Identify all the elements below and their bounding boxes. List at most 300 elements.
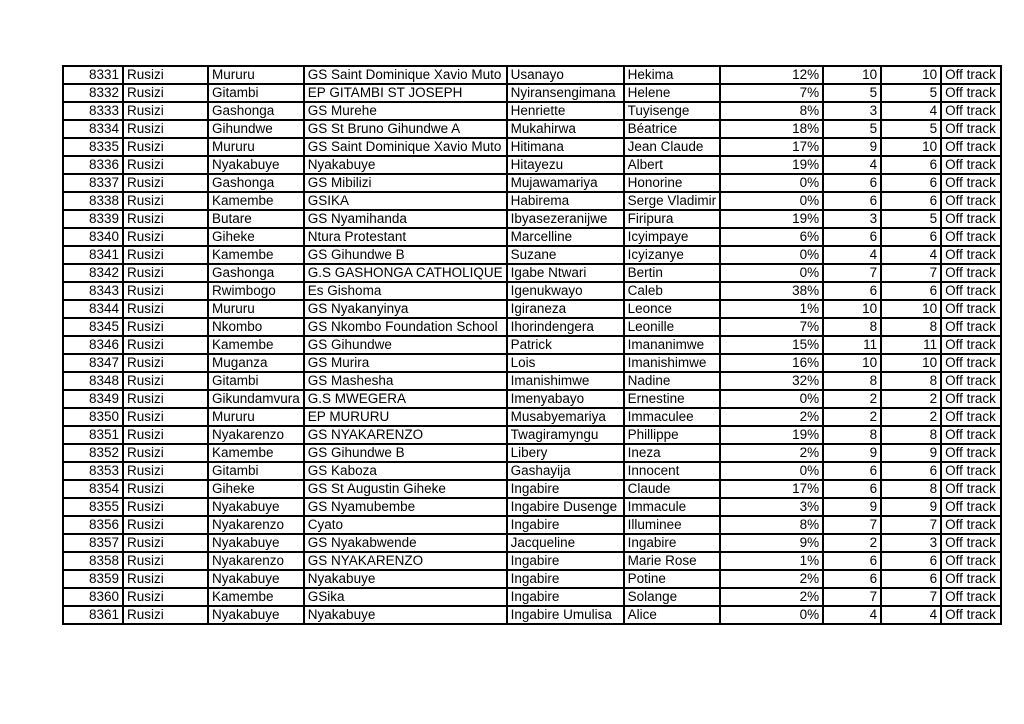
table-row — [63, 534, 1001, 552]
cell-first-name: Icyizanye — [624, 246, 721, 264]
cell-sector: Butare — [208, 210, 304, 228]
table-row — [63, 498, 1001, 516]
cell-score-2: 7 — [881, 516, 941, 534]
cell-id: 8343 — [63, 282, 123, 300]
cell-id: 8336 — [63, 156, 123, 174]
cell-school: GS Nyakanyinya — [304, 300, 507, 318]
cell-status: Off track — [941, 246, 1001, 264]
cell-sector: Nyakarenzo — [208, 552, 304, 570]
cell-sector: Mururu — [208, 300, 304, 318]
cell-first-name: Firipura — [624, 210, 721, 228]
cell-first-name: Marie Rose — [624, 552, 721, 570]
cell-score-1: 5 — [823, 84, 881, 102]
cell-status: Off track — [941, 372, 1001, 390]
cell-percent: 6% — [720, 228, 823, 246]
cell-score-1: 10 — [823, 66, 881, 84]
cell-percent: 0% — [720, 390, 823, 408]
cell-percent: 0% — [720, 246, 823, 264]
cell-score-2: 8 — [881, 480, 941, 498]
cell-status: Off track — [941, 66, 1001, 84]
cell-score-2: 4 — [881, 606, 941, 624]
cell-score-1: 10 — [823, 354, 881, 372]
cell-first-name: Illuminee — [624, 516, 721, 534]
cell-sector: Rwimbogo — [208, 282, 304, 300]
cell-percent: 17% — [720, 138, 823, 156]
cell-last-name: Ingabire — [507, 588, 624, 606]
cell-percent: 0% — [720, 264, 823, 282]
data-table — [62, 65, 1002, 625]
cell-score-1: 2 — [823, 408, 881, 426]
cell-id: 8335 — [63, 138, 123, 156]
cell-school: GS Nyakabwende — [304, 534, 507, 552]
cell-district: Rusizi — [123, 120, 208, 138]
cell-score-1: 8 — [823, 372, 881, 390]
cell-score-1: 6 — [823, 570, 881, 588]
cell-status: Off track — [941, 588, 1001, 606]
cell-sector: Gitambi — [208, 372, 304, 390]
cell-score-1: 7 — [823, 264, 881, 282]
cell-last-name: Musabyemariya — [507, 408, 624, 426]
cell-percent: 32% — [720, 372, 823, 390]
cell-score-2: 2 — [881, 408, 941, 426]
cell-last-name: Imanishimwe — [507, 372, 624, 390]
cell-score-1: 8 — [823, 426, 881, 444]
cell-sector: Gitambi — [208, 84, 304, 102]
cell-first-name: Ernestine — [624, 390, 721, 408]
cell-district: Rusizi — [123, 498, 208, 516]
cell-score-2: 7 — [881, 264, 941, 282]
cell-last-name: Jacqueline — [507, 534, 624, 552]
cell-score-2: 6 — [881, 552, 941, 570]
cell-school: GS St Augustin Giheke — [304, 480, 507, 498]
cell-id: 8334 — [63, 120, 123, 138]
cell-score-2: 8 — [881, 318, 941, 336]
cell-sector: Gitambi — [208, 462, 304, 480]
cell-first-name: Solange — [624, 588, 721, 606]
cell-percent: 0% — [720, 192, 823, 210]
cell-id: 8338 — [63, 192, 123, 210]
cell-last-name: Suzane — [507, 246, 624, 264]
cell-first-name: Leonce — [624, 300, 721, 318]
cell-sector: Nyakabuye — [208, 498, 304, 516]
cell-percent: 0% — [720, 462, 823, 480]
cell-sector: Muganza — [208, 354, 304, 372]
cell-percent: 18% — [720, 120, 823, 138]
cell-id: 8337 — [63, 174, 123, 192]
table-row — [63, 444, 1001, 462]
cell-last-name: Igabe Ntwari — [507, 264, 624, 282]
cell-district: Rusizi — [123, 264, 208, 282]
cell-status: Off track — [941, 228, 1001, 246]
cell-first-name: Honorine — [624, 174, 721, 192]
table-row — [63, 228, 1001, 246]
cell-school: GS Nyamihanda — [304, 210, 507, 228]
table-row — [63, 156, 1001, 174]
cell-score-2: 4 — [881, 102, 941, 120]
cell-school: GS Mashesha — [304, 372, 507, 390]
cell-last-name: Gashayija — [507, 462, 624, 480]
cell-percent: 8% — [720, 516, 823, 534]
cell-score-2: 5 — [881, 84, 941, 102]
cell-status: Off track — [941, 174, 1001, 192]
table-row — [63, 426, 1001, 444]
cell-status: Off track — [941, 462, 1001, 480]
cell-id: 8359 — [63, 570, 123, 588]
cell-id: 8354 — [63, 480, 123, 498]
table-row — [63, 210, 1001, 228]
cell-sector: Giheke — [208, 228, 304, 246]
table-row — [63, 408, 1001, 426]
cell-last-name: Ingabire — [507, 552, 624, 570]
cell-sector: Gikundamvura — [208, 390, 304, 408]
cell-status: Off track — [941, 498, 1001, 516]
cell-school: GS St Bruno Gihundwe A — [304, 120, 507, 138]
cell-id: 8358 — [63, 552, 123, 570]
cell-first-name: Béatrice — [624, 120, 721, 138]
table-row — [63, 318, 1001, 336]
cell-first-name: Albert — [624, 156, 721, 174]
cell-percent: 19% — [720, 426, 823, 444]
cell-percent: 7% — [720, 84, 823, 102]
cell-last-name: Habirema — [507, 192, 624, 210]
table-row — [63, 516, 1001, 534]
cell-first-name: Ineza — [624, 444, 721, 462]
cell-district: Rusizi — [123, 570, 208, 588]
cell-first-name: Tuyisenge — [624, 102, 721, 120]
table-row — [63, 84, 1001, 102]
cell-id: 8355 — [63, 498, 123, 516]
cell-district: Rusizi — [123, 192, 208, 210]
cell-score-1: 9 — [823, 138, 881, 156]
cell-score-1: 2 — [823, 390, 881, 408]
cell-percent: 12% — [720, 66, 823, 84]
cell-first-name: Immaculee — [624, 408, 721, 426]
cell-first-name: Phillippe — [624, 426, 721, 444]
cell-percent: 2% — [720, 570, 823, 588]
cell-score-2: 6 — [881, 174, 941, 192]
cell-last-name: Ingabire — [507, 480, 624, 498]
cell-district: Rusizi — [123, 102, 208, 120]
cell-score-2: 6 — [881, 192, 941, 210]
cell-last-name: Nyiransengimana — [507, 84, 624, 102]
cell-score-2: 6 — [881, 228, 941, 246]
cell-district: Rusizi — [123, 282, 208, 300]
cell-status: Off track — [941, 84, 1001, 102]
cell-school: Cyato — [304, 516, 507, 534]
table-row — [63, 354, 1001, 372]
cell-id: 8339 — [63, 210, 123, 228]
table-row — [63, 300, 1001, 318]
cell-sector: Gashonga — [208, 264, 304, 282]
cell-sector: Gashonga — [208, 174, 304, 192]
cell-score-1: 6 — [823, 174, 881, 192]
cell-score-2: 10 — [881, 354, 941, 372]
cell-school: GS Murira — [304, 354, 507, 372]
cell-id: 8352 — [63, 444, 123, 462]
cell-id: 8347 — [63, 354, 123, 372]
cell-score-2: 9 — [881, 498, 941, 516]
cell-percent: 7% — [720, 318, 823, 336]
cell-id: 8331 — [63, 66, 123, 84]
cell-last-name: Igenukwayo — [507, 282, 624, 300]
cell-sector: Kamembe — [208, 444, 304, 462]
cell-id: 8342 — [63, 264, 123, 282]
table-row — [63, 588, 1001, 606]
cell-district: Rusizi — [123, 318, 208, 336]
cell-status: Off track — [941, 552, 1001, 570]
cell-last-name: Mujawamariya — [507, 174, 624, 192]
cell-score-1: 6 — [823, 192, 881, 210]
cell-school: GS Saint Dominique Xavio Muto — [304, 66, 507, 84]
cell-district: Rusizi — [123, 210, 208, 228]
cell-first-name: Hekima — [624, 66, 721, 84]
cell-score-2: 10 — [881, 300, 941, 318]
cell-score-1: 4 — [823, 156, 881, 174]
cell-id: 8346 — [63, 336, 123, 354]
cell-school: GS Gihundwe B — [304, 444, 507, 462]
cell-status: Off track — [941, 480, 1001, 498]
cell-school: G.S MWEGERA — [304, 390, 507, 408]
cell-score-1: 7 — [823, 588, 881, 606]
cell-district: Rusizi — [123, 606, 208, 624]
cell-score-1: 6 — [823, 462, 881, 480]
cell-status: Off track — [941, 264, 1001, 282]
cell-first-name: Imanishimwe — [624, 354, 721, 372]
cell-last-name: Marcelline — [507, 228, 624, 246]
cell-sector: Nyakabuye — [208, 156, 304, 174]
cell-status: Off track — [941, 282, 1001, 300]
cell-percent: 3% — [720, 498, 823, 516]
table-row — [63, 480, 1001, 498]
cell-score-1: 6 — [823, 282, 881, 300]
cell-score-1: 4 — [823, 606, 881, 624]
cell-first-name: Icyimpaye — [624, 228, 721, 246]
cell-first-name: Nadine — [624, 372, 721, 390]
cell-percent: 38% — [720, 282, 823, 300]
cell-score-1: 6 — [823, 552, 881, 570]
cell-id: 8333 — [63, 102, 123, 120]
cell-status: Off track — [941, 426, 1001, 444]
cell-district: Rusizi — [123, 552, 208, 570]
cell-last-name: Usanayo — [507, 66, 624, 84]
cell-district: Rusizi — [123, 444, 208, 462]
table-row — [63, 102, 1001, 120]
cell-percent: 2% — [720, 444, 823, 462]
cell-sector: Gihundwe — [208, 120, 304, 138]
cell-score-2: 6 — [881, 282, 941, 300]
cell-district: Rusizi — [123, 66, 208, 84]
cell-last-name: Ingabire Umulisa — [507, 606, 624, 624]
cell-sector: Nyakarenzo — [208, 426, 304, 444]
cell-last-name: Lois — [507, 354, 624, 372]
cell-status: Off track — [941, 102, 1001, 120]
cell-status: Off track — [941, 300, 1001, 318]
table-row — [63, 138, 1001, 156]
cell-score-2: 4 — [881, 246, 941, 264]
cell-score-1: 5 — [823, 120, 881, 138]
cell-district: Rusizi — [123, 174, 208, 192]
cell-score-2: 6 — [881, 156, 941, 174]
cell-school: Ntura Protestant — [304, 228, 507, 246]
cell-sector: Giheke — [208, 480, 304, 498]
cell-id: 8348 — [63, 372, 123, 390]
cell-score-1: 4 — [823, 246, 881, 264]
cell-status: Off track — [941, 210, 1001, 228]
cell-school: GS NYAKARENZO — [304, 426, 507, 444]
cell-sector: Mururu — [208, 408, 304, 426]
cell-id: 8345 — [63, 318, 123, 336]
cell-score-2: 10 — [881, 66, 941, 84]
cell-status: Off track — [941, 120, 1001, 138]
cell-district: Rusizi — [123, 516, 208, 534]
cell-district: Rusizi — [123, 480, 208, 498]
cell-score-2: 7 — [881, 588, 941, 606]
cell-score-1: 6 — [823, 228, 881, 246]
cell-sector: Nkombo — [208, 318, 304, 336]
cell-score-1: 10 — [823, 300, 881, 318]
cell-district: Rusizi — [123, 354, 208, 372]
table-body — [63, 66, 1001, 624]
cell-first-name: Helene — [624, 84, 721, 102]
cell-score-1: 3 — [823, 210, 881, 228]
cell-last-name: Twagiramyngu — [507, 426, 624, 444]
cell-id: 8357 — [63, 534, 123, 552]
cell-first-name: Innocent — [624, 462, 721, 480]
cell-sector: Kamembe — [208, 336, 304, 354]
cell-first-name: Imananimwe — [624, 336, 721, 354]
cell-score-2: 11 — [881, 336, 941, 354]
cell-id: 8361 — [63, 606, 123, 624]
cell-school: GS Murehe — [304, 102, 507, 120]
cell-school: GS NYAKARENZO — [304, 552, 507, 570]
cell-score-1: 11 — [823, 336, 881, 354]
cell-district: Rusizi — [123, 462, 208, 480]
cell-percent: 17% — [720, 480, 823, 498]
cell-sector: Nyakabuye — [208, 606, 304, 624]
cell-last-name: Patrick — [507, 336, 624, 354]
cell-score-2: 9 — [881, 444, 941, 462]
cell-status: Off track — [941, 390, 1001, 408]
table-row — [63, 174, 1001, 192]
table-row — [63, 264, 1001, 282]
cell-score-1: 9 — [823, 444, 881, 462]
cell-id: 8344 — [63, 300, 123, 318]
cell-score-2: 6 — [881, 570, 941, 588]
cell-score-1: 9 — [823, 498, 881, 516]
cell-id: 8340 — [63, 228, 123, 246]
cell-percent: 1% — [720, 300, 823, 318]
cell-first-name: Ingabire — [624, 534, 721, 552]
cell-status: Off track — [941, 534, 1001, 552]
cell-district: Rusizi — [123, 84, 208, 102]
cell-percent: 8% — [720, 102, 823, 120]
cell-district: Rusizi — [123, 246, 208, 264]
cell-status: Off track — [941, 570, 1001, 588]
cell-first-name: Claude — [624, 480, 721, 498]
cell-district: Rusizi — [123, 588, 208, 606]
cell-district: Rusizi — [123, 408, 208, 426]
cell-school: EP MURURU — [304, 408, 507, 426]
cell-school: Nyakabuye — [304, 570, 507, 588]
cell-district: Rusizi — [123, 336, 208, 354]
cell-score-2: 2 — [881, 390, 941, 408]
cell-sector: Nyakarenzo — [208, 516, 304, 534]
cell-id: 8332 — [63, 84, 123, 102]
cell-first-name: Serge Vladimir — [624, 192, 721, 210]
cell-school: GS Saint Dominique Xavio Muto — [304, 138, 507, 156]
cell-school: Es Gishoma — [304, 282, 507, 300]
cell-district: Rusizi — [123, 390, 208, 408]
cell-sector: Nyakabuye — [208, 534, 304, 552]
cell-percent: 2% — [720, 588, 823, 606]
cell-status: Off track — [941, 138, 1001, 156]
cell-score-1: 8 — [823, 318, 881, 336]
cell-district: Rusizi — [123, 228, 208, 246]
cell-last-name: Ingabire Dusenge — [507, 498, 624, 516]
cell-sector: Kamembe — [208, 246, 304, 264]
cell-district: Rusizi — [123, 372, 208, 390]
cell-district: Rusizi — [123, 534, 208, 552]
cell-id: 8356 — [63, 516, 123, 534]
cell-district: Rusizi — [123, 426, 208, 444]
cell-score-2: 6 — [881, 462, 941, 480]
cell-status: Off track — [941, 516, 1001, 534]
cell-school: GS Kaboza — [304, 462, 507, 480]
cell-last-name: Imenyabayo — [507, 390, 624, 408]
cell-percent: 15% — [720, 336, 823, 354]
table-row — [63, 552, 1001, 570]
cell-last-name: Ingabire — [507, 570, 624, 588]
cell-id: 8341 — [63, 246, 123, 264]
cell-status: Off track — [941, 408, 1001, 426]
cell-district: Rusizi — [123, 138, 208, 156]
cell-sector: Gashonga — [208, 102, 304, 120]
cell-id: 8349 — [63, 390, 123, 408]
cell-status: Off track — [941, 444, 1001, 462]
cell-percent: 0% — [720, 606, 823, 624]
cell-district: Rusizi — [123, 300, 208, 318]
table-row — [63, 120, 1001, 138]
cell-last-name: Ihorindengera — [507, 318, 624, 336]
table-row — [63, 390, 1001, 408]
cell-first-name: Leonille — [624, 318, 721, 336]
cell-status: Off track — [941, 192, 1001, 210]
cell-percent: 0% — [720, 174, 823, 192]
cell-percent: 19% — [720, 156, 823, 174]
cell-percent: 19% — [720, 210, 823, 228]
cell-school: GS Mibilizi — [304, 174, 507, 192]
cell-school: GS Nyamubembe — [304, 498, 507, 516]
cell-score-2: 5 — [881, 120, 941, 138]
cell-id: 8351 — [63, 426, 123, 444]
cell-score-1: 2 — [823, 534, 881, 552]
cell-percent: 2% — [720, 408, 823, 426]
table-row — [63, 282, 1001, 300]
cell-last-name: Hitayezu — [507, 156, 624, 174]
cell-score-2: 10 — [881, 138, 941, 156]
cell-school: EP GITAMBI ST JOSEPH — [304, 84, 507, 102]
cell-status: Off track — [941, 354, 1001, 372]
cell-school: GS Nkombo Foundation School — [304, 318, 507, 336]
cell-school: GSika — [304, 588, 507, 606]
cell-percent: 9% — [720, 534, 823, 552]
cell-last-name: Igiraneza — [507, 300, 624, 318]
table-row — [63, 606, 1001, 624]
cell-school: GS Gihundwe — [304, 336, 507, 354]
cell-first-name: Alice — [624, 606, 721, 624]
cell-last-name: Ibyasezeranijwe — [507, 210, 624, 228]
table-row — [63, 462, 1001, 480]
